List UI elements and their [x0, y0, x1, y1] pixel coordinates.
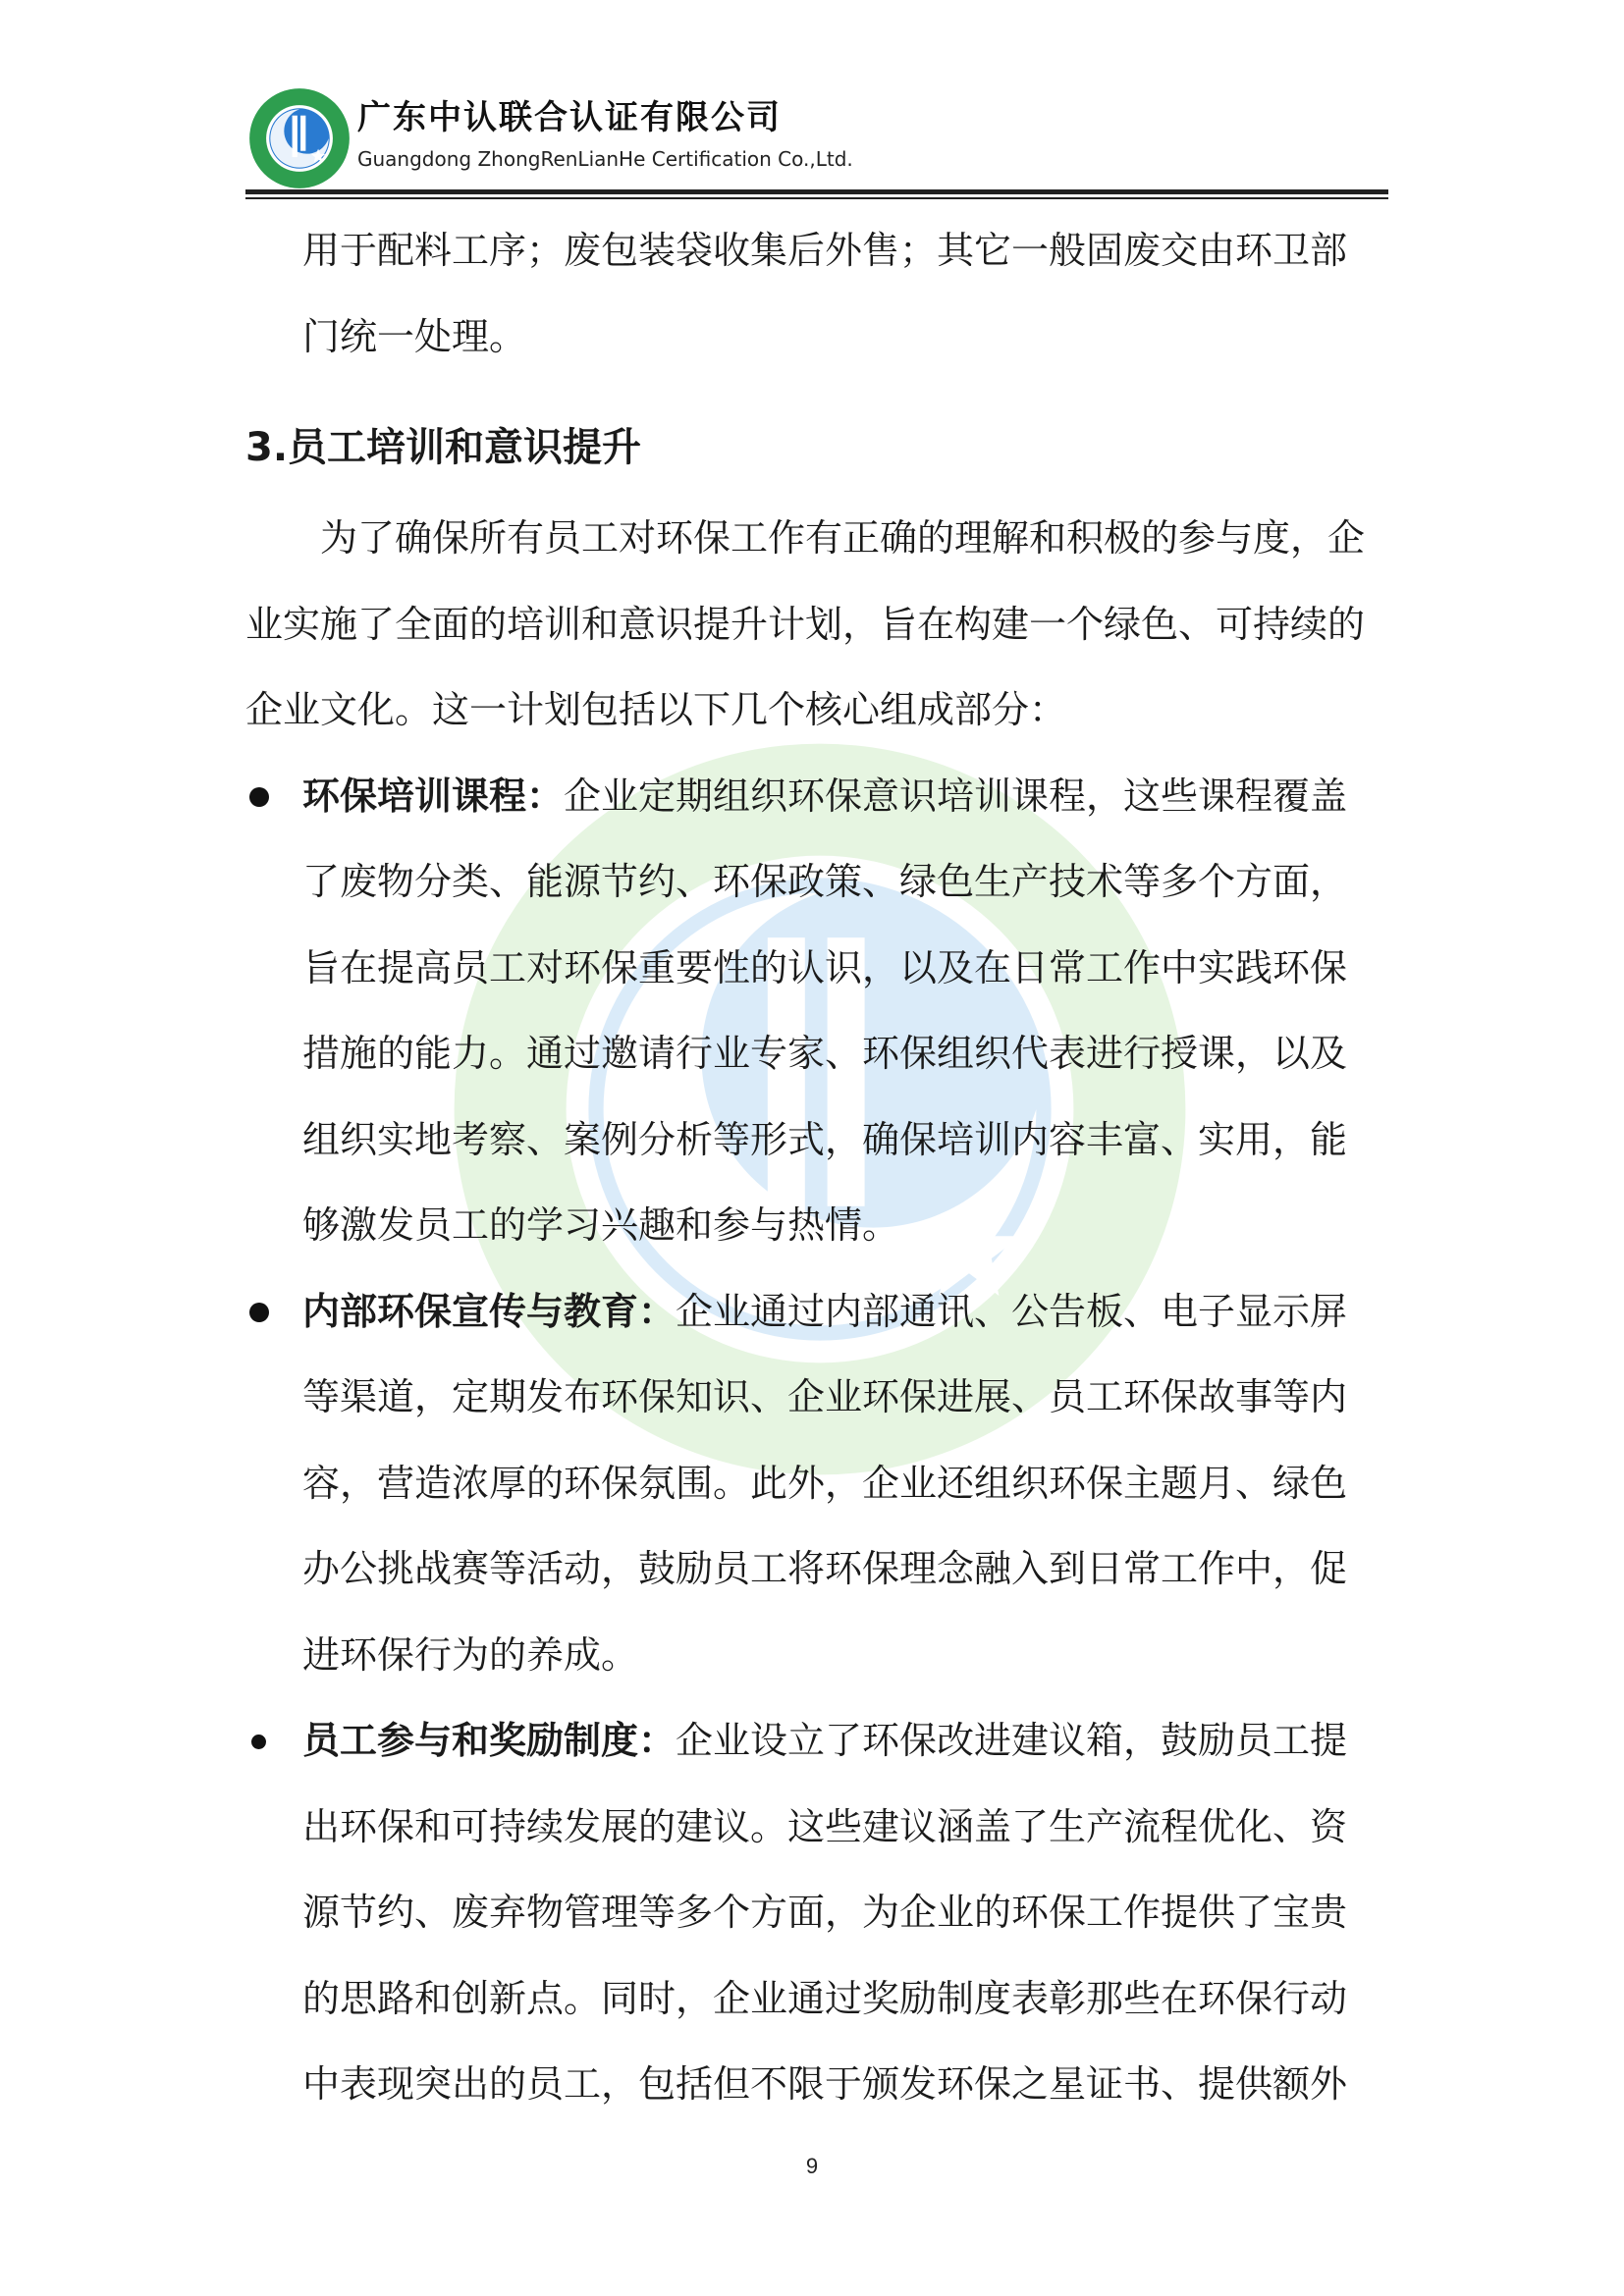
bullet-icon — [251, 1735, 266, 1749]
bullet-label: 环保培训课程： — [302, 774, 565, 818]
text-line: 办公挑战赛等活动，鼓励员工将环保理念融入到日常工作中，促 — [302, 1547, 1348, 1590]
page-number: 9 — [805, 2154, 819, 2178]
bullet-first-line: 企业通过内部通讯、公告板、电子显示屏 — [676, 1289, 1348, 1333]
document-body — [245, 208, 1388, 2128]
text-line — [245, 1698, 1388, 1785]
company-logo-icon — [247, 86, 352, 190]
bullet-icon — [249, 787, 269, 807]
header-divider — [245, 189, 1388, 194]
bullet-label: 内部环保宣传与教育： — [302, 1289, 677, 1333]
company-name-english: Guangdong ZhongRenLianHe Certification Co.,Ltd. — [357, 147, 853, 171]
bullet-icon — [249, 1303, 269, 1322]
text-line: 门统一处理。 — [302, 314, 527, 358]
text-line: 进环保行为的养成。 — [302, 1632, 639, 1677]
page-header — [245, 86, 1388, 192]
text-line: 容，营造浓厚的环保氛围。此外，企业还组织环保主题月、绿色 — [302, 1461, 1348, 1505]
continuation-paragraph — [245, 208, 1388, 380]
company-name-chinese: 广东中认联合认证有限公司 — [357, 98, 782, 137]
text-line: 企业文化。这一计划包括以下几个核心组成部分： — [245, 688, 1067, 731]
text-line: 旨在提高员工对环保重要性的认识，以及在日常工作中实践环保 — [302, 945, 1348, 989]
text-line: 组织实地考察、案例分析等形式，确保培训内容丰富、实用，能 — [302, 1117, 1348, 1161]
bullet-label: 员工参与和奖励制度： — [302, 1719, 677, 1762]
bullet-item-training-courses — [245, 754, 1388, 1269]
text-line: 中表现突出的员工，包括但不限于颁发环保之星证书、提供额外 — [302, 2062, 1348, 2106]
text-line: 源节约、废弃物管理等多个方面，为企业的环保工作提供了宝贵 — [302, 1891, 1348, 1934]
text-line — [245, 1269, 1388, 1356]
header-divider-thin — [245, 197, 1388, 199]
text-line: 了废物分类、能源节约、环保政策、绿色生产技术等多个方面， — [302, 860, 1348, 903]
text-line: 措施的能力。通过邀请行业专家、环保组织代表进行授课，以及 — [302, 1032, 1348, 1075]
text-line: 用于配料工序；废包装袋收集后外售；其它一般固废交由环卫部 — [302, 229, 1348, 272]
text-line: 的思路和创新点。同时，企业通过奖励制度表彰那些在环保行动 — [302, 1976, 1348, 2020]
bullet-first-line: 企业定期组织环保意识培训课程，这些课程覆盖 — [564, 774, 1348, 818]
bullet-first-line: 企业设立了环保改进建议箱，鼓励员工提 — [676, 1719, 1348, 1762]
text-line: 出环保和可持续发展的建议。这些建议涵盖了生产流程优化、资 — [302, 1804, 1348, 1848]
bullet-item-internal-publicity — [245, 1269, 1388, 1699]
text-line — [245, 754, 1388, 840]
bullet-item-participation-rewards — [245, 1698, 1388, 2128]
text-line: 业实施了全面的培训和意识提升计划，旨在构建一个绿色、可持续的 — [245, 602, 1366, 646]
text-line: 够激发员工的学习兴趣和参与热情。 — [302, 1203, 900, 1247]
intro-paragraph — [245, 496, 1388, 754]
text-line: 为了确保所有员工对环保工作有正确的理解和积极的参与度，企 — [320, 516, 1366, 560]
text-line: 等渠道，定期发布环保知识、企业环保进展、员工环保故事等内 — [302, 1375, 1348, 1418]
section-heading: 3.员工培训和意识提升 — [245, 425, 642, 470]
